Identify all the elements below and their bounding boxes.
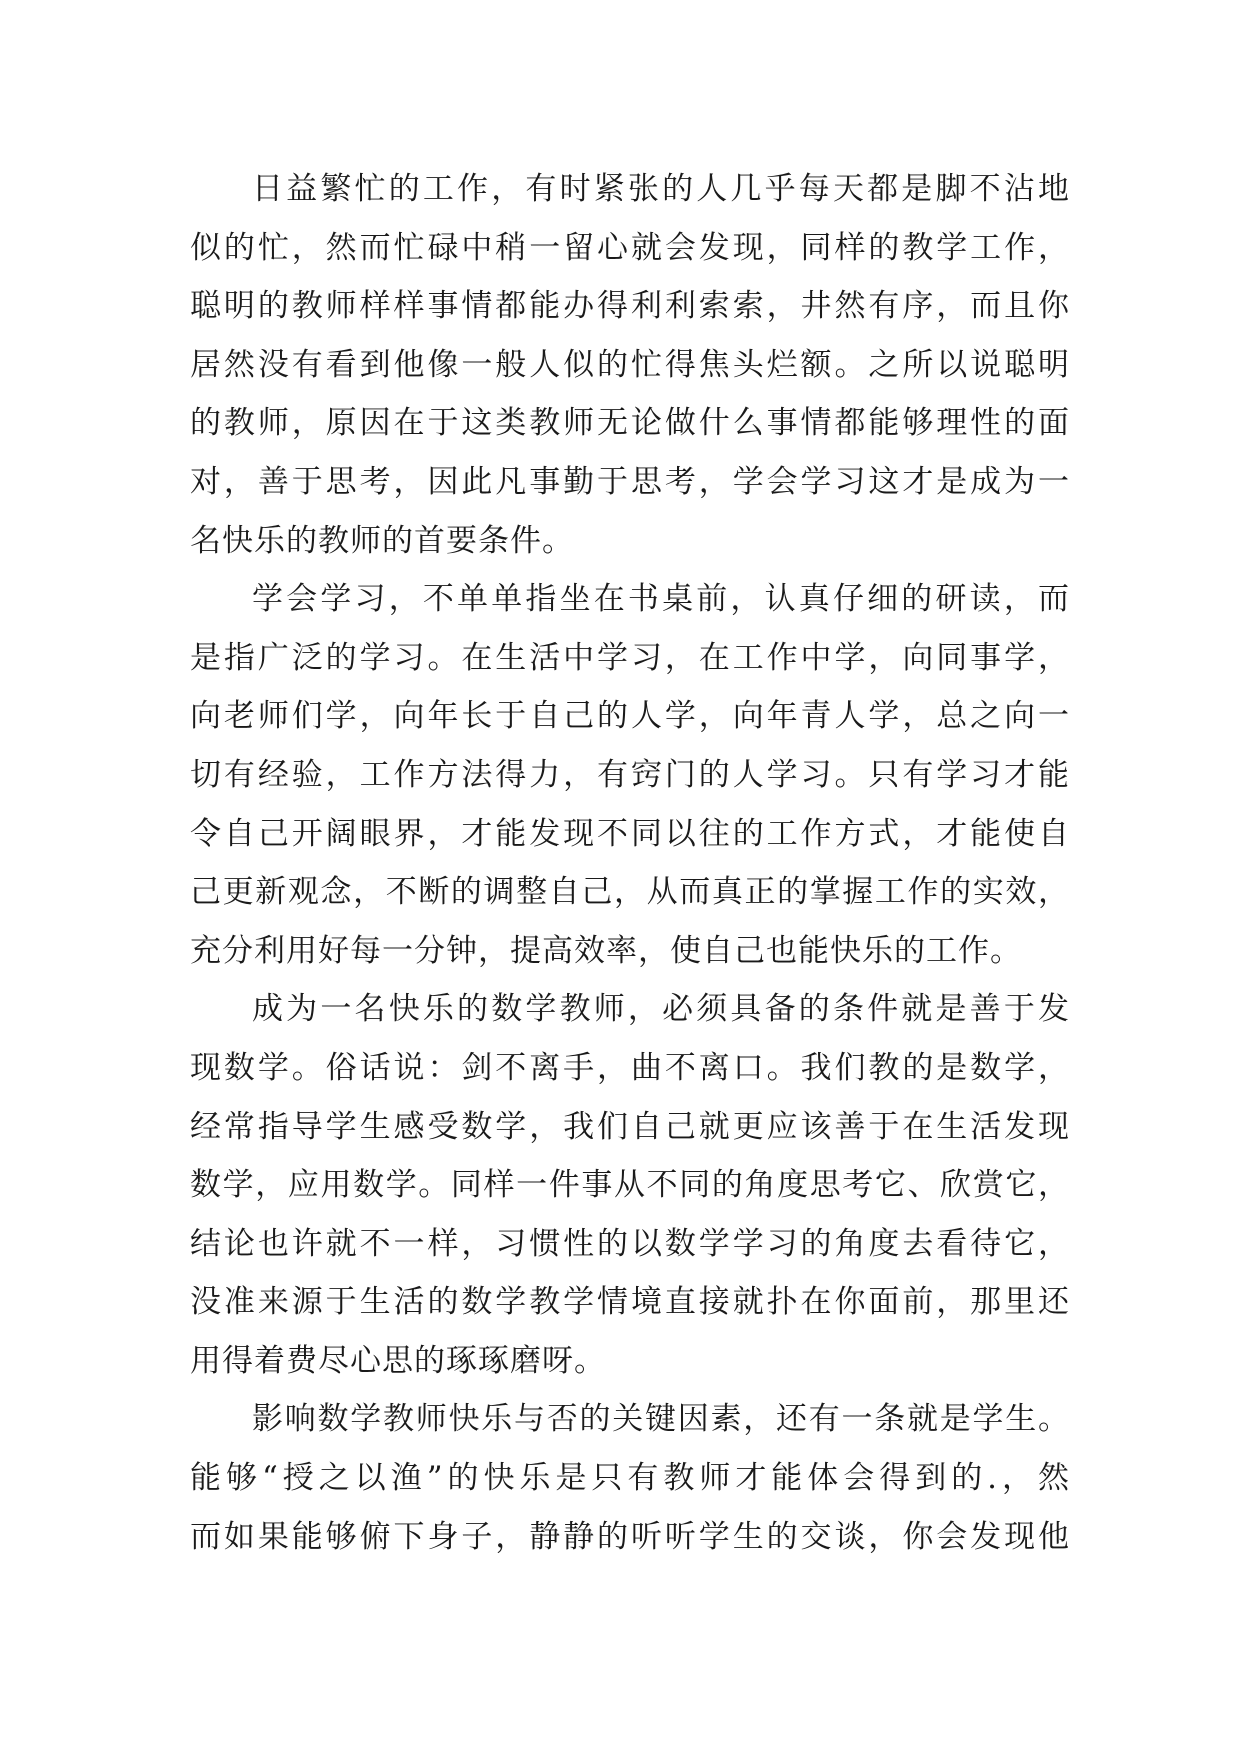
text-line: 日益繁忙的工作，有时紧张的人几乎每天都是脚不沾地 [252,171,1070,207]
text-line: 对，善于思考，因此凡事勤于思考，学会学习这才是成为一 [190,463,1070,500]
paragraph-2 [190,570,1070,980]
text-line: 名快乐的教师的首要条件。 [190,522,574,559]
text-line: 数学，应用数学。同样一件事从不同的角度思考它、欣赏它， [190,1167,1070,1204]
paragraph-4 [190,1390,1070,1566]
text-line: 聪明的教师样样事情都能办得利利索索，井然有序，而且你 [190,288,1070,325]
text-line: 居然没有看到他像一般人似的忙得焦头烂额。之所以说聪明 [190,346,1070,383]
text-line: 似的忙，然而忙碌中稍一留心就会发现，同样的教学工作， [190,229,1070,266]
text-line: 充分利用好每一分钟，提高效率，使自己也能快乐的工作。 [190,932,1022,969]
paragraph-3 [190,980,1070,1390]
text-line: 现数学。俗话说：剑不离手，曲不离口。我们教的是数学， [190,1049,1070,1086]
text-line: 己更新观念，不断的调整自己，从而真正的掌握工作的实效， [190,874,1070,911]
text-line: 令自己开阔眼界，才能发现不同以往的工作方式，才能使自 [190,815,1070,852]
text-line: 的教师，原因在于这类教师无论做什么事情都能够理性的面 [190,405,1070,442]
text-line: 向老师们学，向年长于自己的人学，向年青人学，总之向一 [190,698,1070,735]
text-line: 经常指导学生感受数学，我们自己就更应该善于在生活发现 [190,1108,1070,1145]
paragraph-1 [190,160,1070,570]
document-body [190,160,1070,1566]
text-line: 没准来源于生活的数学教学情境直接就扑在你面前，那里还 [190,1284,1070,1321]
text-line: 成为一名快乐的数学教师，必须具备的条件就是善于发 [252,991,1070,1028]
text-line: 而如果能够俯下身子，静静的听听学生的交谈，你会发现他 [190,1518,1070,1555]
text-line: 能够“授之以渔”的快乐是只有教师才能体会得到的.，然 [190,1460,1070,1497]
text-line: 学会学习，不单单指坐在书桌前，认真仔细的研读，而 [252,581,1070,618]
text-line: 切有经验，工作方法得力，有窍门的人学习。只有学习才能 [190,756,1070,793]
text-line: 是指广泛的学习。在生活中学习，在工作中学，向同事学， [190,639,1070,676]
text-line: 用得着费尽心思的琢琢磨呀。 [190,1342,606,1379]
text-line: 结论也许就不一样，习惯性的以数学学习的角度去看待它， [190,1225,1070,1262]
text-line: 影响数学教师快乐与否的关键因素，还有一条就是学生。 [252,1401,1070,1438]
